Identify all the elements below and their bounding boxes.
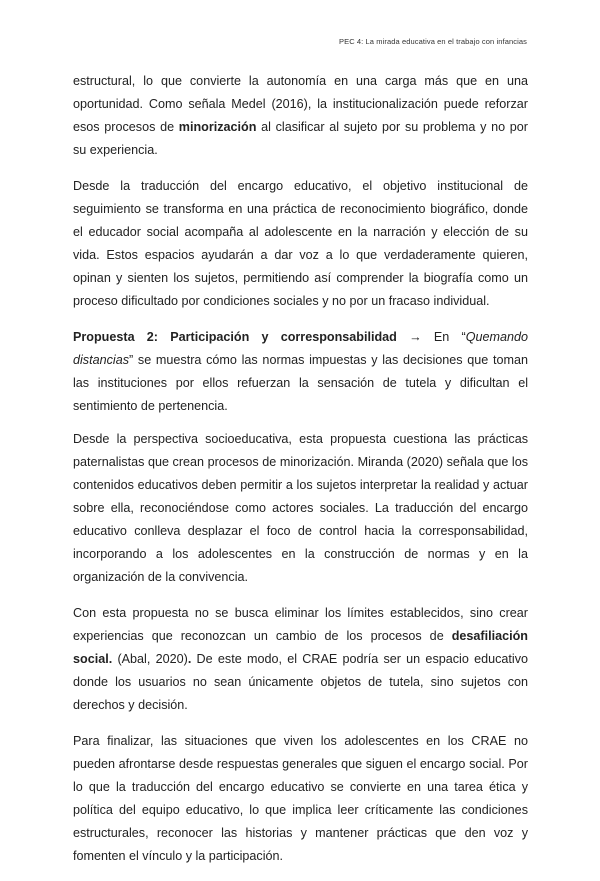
paragraph-5-bold-term: desafiliación social. [73,629,528,666]
paragraph-1-text-c: al clasificar al sujeto por su problema y no por su experiencia. [73,120,528,157]
paragraph-5-text-a: Con esta propuesta no se busca eliminar los límites establecidos, sino crear experiencias que reconozcan un cambio de los procesos de [73,606,528,643]
body-text [73,70,528,881]
documentary-title: Quemando distancias [73,330,528,367]
proposal-arrow-text: → En “ [396,330,466,344]
paragraph-6: Para finalizar, las situaciones que viven los adolescentes en los CRAE no pueden afrontarse desde respuestas generales que siguen el encargo social. Por lo que la traducción del encargo educativo se convierte en una tarea ética y política del equipo educativo, lo que implica leer críticamente las condiciones estructurales, reconocer las historias y mantener prácticas que den voz y fomenten el vínculo y la participación. [73,734,528,863]
running-header: PEC 4: La mirada educativa en el trabajo con infancias [338,37,527,46]
paragraph-1 [73,70,528,162]
paragraph-5-bold-period: . [187,652,192,666]
paragraph-1-bold-term: minorización [178,120,257,134]
proposal-rest-text: ” se muestra cómo las normas impuestas y las decisiones que toman las instituciones por ellos refuerzan la sensación de tutela y dificultan el sentimiento de pertenencia. [73,353,528,413]
paragraph-3-proposal [73,326,528,418]
paragraph-5-text-e: De este modo, el CRAE podría ser un espacio educativo donde los usuarios no sean únicamente objetos de tutela, sino sujetos con derechos y decisión. [73,652,529,712]
proposal-title: Propuesta 2: Participación y corresponsabilidad [73,330,397,344]
paragraph-4: Desde la perspectiva socioeducativa, esta propuesta cuestiona las prácticas paternalistas que crean procesos de minorización. Miranda (2020) señala que los contenidos educativos deben permitir a los sujetos interpretar la realidad y actuar sobre ella, reconociéndose como actores sociales. La traducción del encargo educativo conlleva desplazar el foco de control hacia la corresponsabilidad, incorporando a los adolescentes en la construcción de normas y en la organización de la convivencia. [73,432,528,584]
paragraph-2: Desde la traducción del encargo educativo, el objetivo institucional de seguimiento se transforma en una práctica de reconocimiento biográfico, donde el educador social acompaña al adolescente en la narración y elección de su vida. Estos espacios ayudarán a dar voz a lo que verdaderamente quieren, opinan y sienten los sujetos, permitiendo así comprender la biografía como un proceso dificultado por condiciones sociales y no por un fracaso individual. [73,179,528,308]
paragraph-5-citation: (Abal, 2020) [112,652,188,666]
paragraph-1-text-a: estructural, lo que convierte la autonomía en una carga más que en una oportunidad. Como señala Medel (2016), la institucionalización puede reforzar esos procesos de [73,74,528,134]
paragraph-5 [73,602,528,717]
